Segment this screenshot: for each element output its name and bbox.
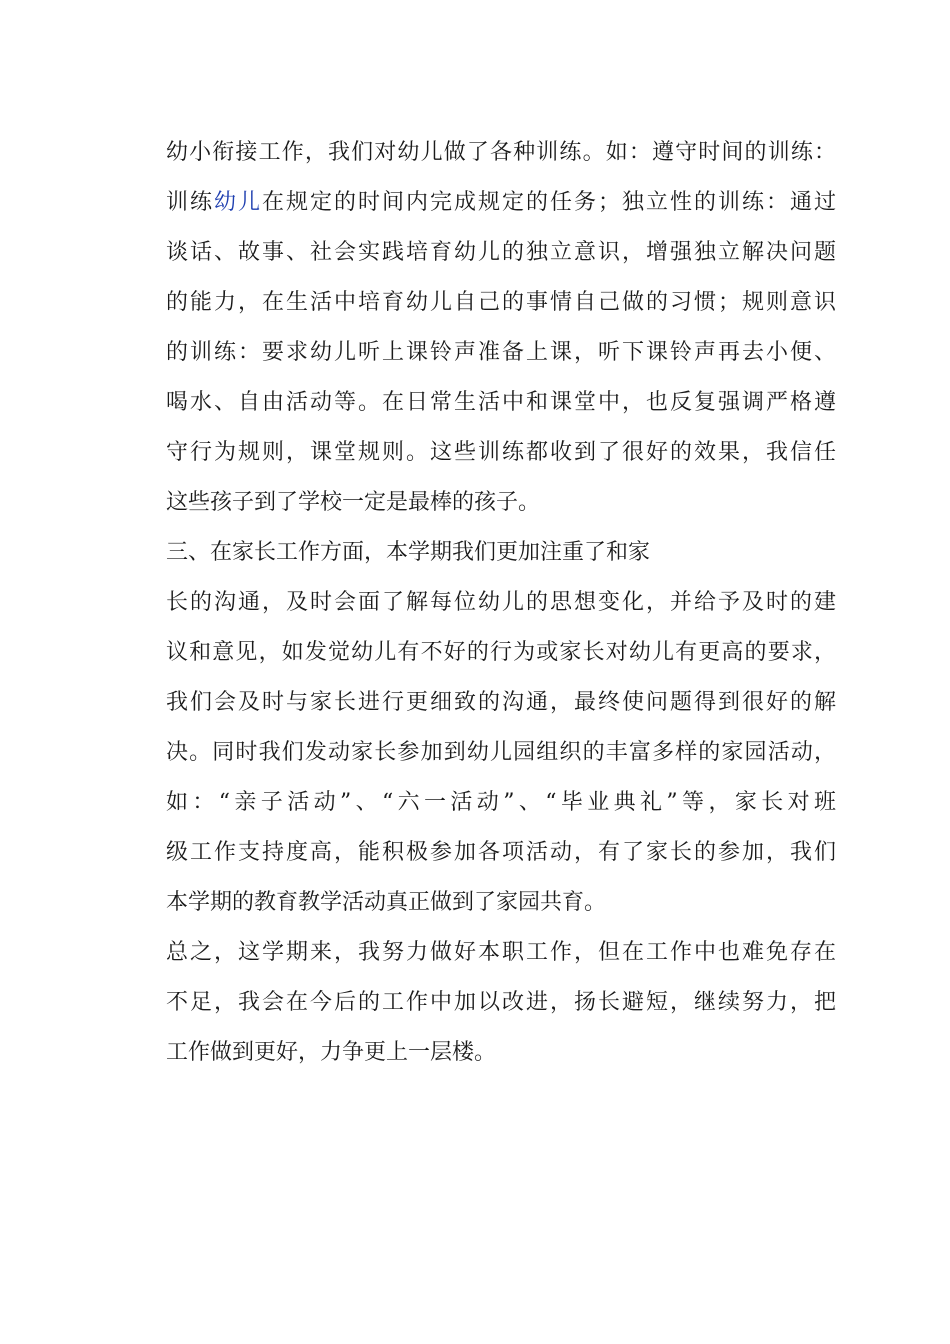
text-segment: 在规定的时间内完成规定的任务；独立性的训练：通过 (262, 190, 836, 215)
inline-link-youer[interactable]: 幼儿 (214, 190, 262, 215)
text-line-3: 谈话、故事、社会实践培育幼儿的独立意识，增强独立解决问题 (166, 240, 836, 265)
text-line-13: 决。同时我们发动家长参加到幼儿园组织的丰富多样的家园活动， (166, 740, 836, 765)
text-line-17: 总之，这学期来，我努力做好本职工作，但在工作中也难免存在 (166, 940, 836, 965)
text-line-15: 级工作支持度高，能积极参加各项活动，有了家长的参加，我们 (166, 840, 836, 865)
text-segment: 训练 (166, 190, 214, 215)
text-line-5: 的训练：要求幼儿听上课铃声准备上课，听下课铃声再去小便、 (166, 340, 836, 365)
text-line-19: 工作做到更好，力争更上一层楼。 (166, 1040, 497, 1065)
text-line-7: 守行为规则，课堂规则。这些训练都收到了很好的效果，我信任 (166, 440, 836, 465)
text-line-14: 如：“亲子活动”、“六一活动”、“毕业典礼”等，家长对班 (166, 790, 836, 815)
text-line-8: 这些孩子到了学校一定是最棒的孩子。 (166, 490, 541, 515)
text-line-6: 喝水、自由活动等。在日常生活中和课堂中，也反复强调严格遵 (166, 390, 836, 415)
text-line-2 (166, 178, 836, 228)
section-heading: 三、在家长工作方面，本学期我们更加注重了和家 (166, 540, 651, 565)
text-line-18: 不足，我会在今后的工作中加以改进，扬长避短，继续努力，把 (166, 990, 836, 1015)
text-line-1: 幼小衔接工作，我们对幼儿做了各种训练。如：遵守时间的训练： (166, 140, 836, 165)
text-line-11: 议和意见，如发觉幼儿有不好的行为或家长对幼儿有更高的要求， (166, 640, 836, 665)
text-line-4: 的能力，在生活中培育幼儿自己的事情自己做的习惯；规则意识 (166, 290, 836, 315)
text-line-16: 本学期的教育教学活动真正做到了家园共育。 (166, 890, 607, 915)
text-line-10: 长的沟通，及时会面了解每位幼儿的思想变化，并给予及时的建 (166, 590, 836, 615)
body-text (166, 128, 836, 1078)
text-line-12: 我们会及时与家长进行更细致的沟通，最终使问题得到很好的解 (166, 690, 836, 715)
